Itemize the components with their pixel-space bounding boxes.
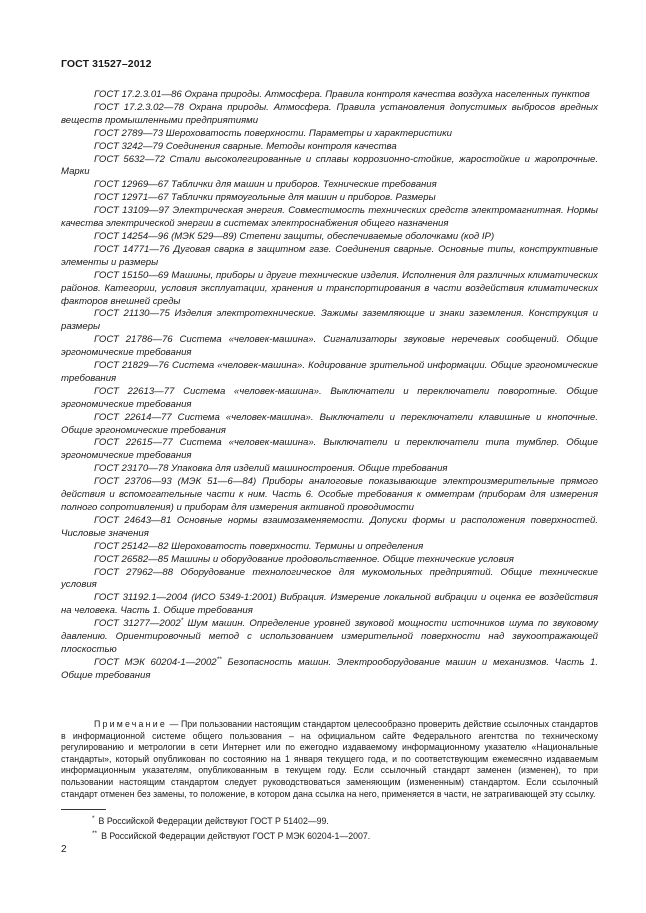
reference-title: Степени защиты, обеспечиваемые оболочками (код IP): [236, 230, 495, 242]
reference-item: [61, 154, 598, 180]
reference-item: [61, 476, 598, 515]
reference-code: ГОСТ 21829—76: [94, 360, 169, 372]
note-paragraph: [61, 719, 598, 800]
reference-code: ГОСТ 12969—67: [94, 179, 169, 191]
reference-code: ГОСТ 5632—72: [94, 153, 165, 165]
reference-item: [61, 141, 598, 154]
reference-item: [61, 360, 598, 386]
reference-item: [61, 128, 598, 141]
reference-item: [61, 102, 598, 128]
note-text: — При пользовании настоящим стандартом целесообразно проверить действие ссылочных стандартов в информационной системе общего пользования – на официальном сайте Федерального агентства по техническому регулированию и метрологии в сети Интернет или по ежегодно издаваемому информационному указателю «Национальные стандарты», который опубликован по состоянию на 1 января текущего года, и по соответствующим ежемесячно издаваемым информационным указателям, опубликованным в текущем году. Если ссылочный стандарт заменен (изменен), то при пользовании настоящим стандартом следует руководствоваться заменяющим (измененным) стандартом. Если ссылочный стандарт отменен без замены, то положение, в котором дана ссылка на него, применяется в части, не затрагивающей эту ссылку.: [61, 719, 598, 799]
reference-title: Изделия электротехнические. Зажимы заземляющие и знаки заземления. Конструкция и размеры: [61, 308, 598, 333]
reference-title: Упаковка для изделий машиностроения. Общие требования: [168, 463, 448, 475]
reference-title: Оборудование технологическое для мукомольных предприятий. Общие технические условия: [61, 566, 598, 591]
reference-title: Электрическая энергия. Совместимость технических средств электромагнитная. Нормы качества электрической энергии в системах электроснабжения общего назначения: [61, 205, 598, 230]
reference-code: ГОСТ 14254—96 (МЭК 529—89): [94, 230, 237, 242]
reference-item: [61, 541, 598, 554]
footnote-marker: **: [216, 655, 222, 663]
reference-item: [61, 515, 598, 541]
reference-title: Система «человек-машина». Сигнализаторы звуковые неречевых сообщений. Общие эргономические требования: [61, 334, 598, 359]
reference-item: [61, 334, 598, 360]
reference-title: Таблички для машин и приборов. Технические требования: [168, 179, 437, 191]
reference-code: ГОСТ 31192.1—2004 (ИСО 5349-1:2001): [94, 592, 277, 604]
page-number: 2: [61, 844, 67, 855]
reference-title: Вибрация. Измерение локальной вибрации и оценка ее воздействия на человека. Часть 1. Общие требования: [61, 592, 598, 617]
reference-item: [61, 244, 598, 270]
reference-code: ГОСТ 12971—67: [94, 192, 169, 204]
reference-title: Система «человек-машина». Выключатели и переключатели клавишные и кнопочные. Общие эргономические требования: [61, 411, 598, 436]
reference-item: [61, 89, 598, 102]
reference-item: [61, 231, 598, 244]
footnote-text: В Российской Федерации действуют ГОСТ Р 51402—99.: [98, 815, 329, 826]
reference-code: ГОСТ 23706—93 (МЭК 51—6—84): [94, 476, 257, 488]
document-header: ГОСТ 31527–2012: [61, 58, 152, 70]
reference-code: ГОСТ 17.2.3.01—86: [94, 89, 182, 100]
footnotes: [92, 813, 592, 842]
reference-item: [61, 412, 598, 438]
reference-item: [61, 618, 598, 657]
footnote-item: [92, 828, 592, 843]
reference-item: [61, 592, 598, 618]
reference-code: ГОСТ 15150—69: [94, 269, 169, 281]
reference-item: [61, 554, 598, 567]
reference-title: Шум машин. Определение уровней звуковой мощности источников шума по звуковому давлению. Ориентировочный метод с использованием измерительной поверхности над звукоотражающей плоскостью: [61, 618, 598, 655]
reference-title: Таблички прямоугольные для машин и приборов. Размеры: [168, 192, 436, 204]
reference-title: Стали высоколегированные и сплавы коррозионно-стойкие, жаростойкие и жаропрочные. Марки: [61, 153, 599, 178]
reference-code: ГОСТ 13109—97: [94, 205, 170, 217]
reference-item: [61, 567, 598, 593]
note-label: Примечание: [94, 719, 167, 729]
reference-item: [61, 205, 598, 231]
reference-item: [61, 437, 598, 463]
reference-title: Машины и оборудование продовольственное. Общие технические условия: [168, 553, 514, 565]
reference-code: ГОСТ 22615—77: [94, 437, 173, 449]
reference-title: Шероховатость поверхности. Термины и определения: [168, 540, 424, 552]
reference-title: Система «человек-машина». Выключатели и переключатели типа тумблер. Общие эргономические требования: [61, 437, 598, 462]
reference-item: [61, 657, 598, 683]
reference-code: ГОСТ 21130—75: [94, 308, 170, 320]
reference-title: Охрана природы. Атмосфера. Правила контроля качества воздуха населенных пунктов: [181, 89, 590, 100]
reference-item: [61, 386, 598, 412]
reference-title: Дуговая сварка в защитном газе. Соединения сварные. Основные типы, конструктивные элементы и размеры: [61, 243, 598, 268]
reference-code: ГОСТ 24643—81: [94, 514, 172, 526]
reference-code: ГОСТ 21786—76: [94, 334, 173, 346]
reference-item: [61, 192, 598, 205]
reference-title: Машины, приборы и другие технические изделия. Исполнения для различных климатических районов. Категории, условия эксплуатации, хранения и транспортирования в части воздействия климатических факторов внешней среды: [61, 269, 598, 307]
reference-code: ГОСТ 31277—2002: [94, 618, 181, 630]
reference-item: [61, 308, 598, 334]
footnote-marker: **: [92, 829, 98, 837]
footnote-marker: *: [92, 815, 95, 822]
reference-code: ГОСТ 14771—76: [94, 243, 170, 255]
footnote-marker: *: [180, 616, 184, 624]
footnote-separator: [61, 809, 106, 810]
reference-code: ГОСТ МЭК 60204-1—2002: [94, 656, 217, 668]
reference-code: ГОСТ 23170—78: [94, 463, 169, 475]
reference-code: ГОСТ 27962—88: [94, 566, 174, 578]
reference-title: Охрана природы. Атмосфера. Правила установления допустимых выбросов вредных веществ промышленными предприятиями: [61, 101, 598, 126]
reference-title: Система «человек-машина». Кодирование зрительной информации. Общие эргономические требования: [61, 360, 598, 384]
reference-code: ГОСТ 2789—73: [94, 127, 164, 139]
footnote-item: [92, 813, 592, 828]
reference-code: ГОСТ 3242—79: [94, 140, 164, 152]
reference-title: Система «человек-машина». Выключатели и переключатели поворотные. Общие эргономические требования: [61, 385, 598, 410]
reference-item: [61, 463, 598, 476]
reference-item: [61, 270, 598, 309]
reference-title: Безопасность машин. Электрооборудование машин и механизмов. Часть 1. Общие требования: [61, 656, 598, 681]
reference-title: Основные нормы взаимозаменяемости. Допуски формы и расположения поверхностей. Числовые значения: [61, 514, 598, 539]
reference-code: ГОСТ 22614—77: [94, 411, 172, 423]
reference-code: ГОСТ 17.2.3.02—78: [94, 101, 185, 113]
reference-code: ГОСТ 25142—82: [94, 540, 169, 552]
normative-references-list: [61, 89, 598, 683]
footnote-text: В Российской Федерации действуют ГОСТ Р МЭК 60204-1—2007.: [101, 830, 371, 841]
reference-title: Соединения сварные. Методы контроля качества: [163, 140, 397, 152]
reference-title: Приборы аналоговые показывающие электроизмерительные прямого действия и вспомогательные части к ним. Часть 6. Особые требования к омметрам (приборам для измерения полного сопротивления) и приборам для измерения активной проводимости: [61, 476, 598, 513]
reference-code: ГОСТ 26582—85: [94, 553, 169, 565]
reference-code: ГОСТ 22613—77: [94, 385, 175, 397]
reference-title: Шероховатость поверхности. Параметры и характеристики: [163, 127, 452, 139]
reference-item: [61, 179, 598, 192]
